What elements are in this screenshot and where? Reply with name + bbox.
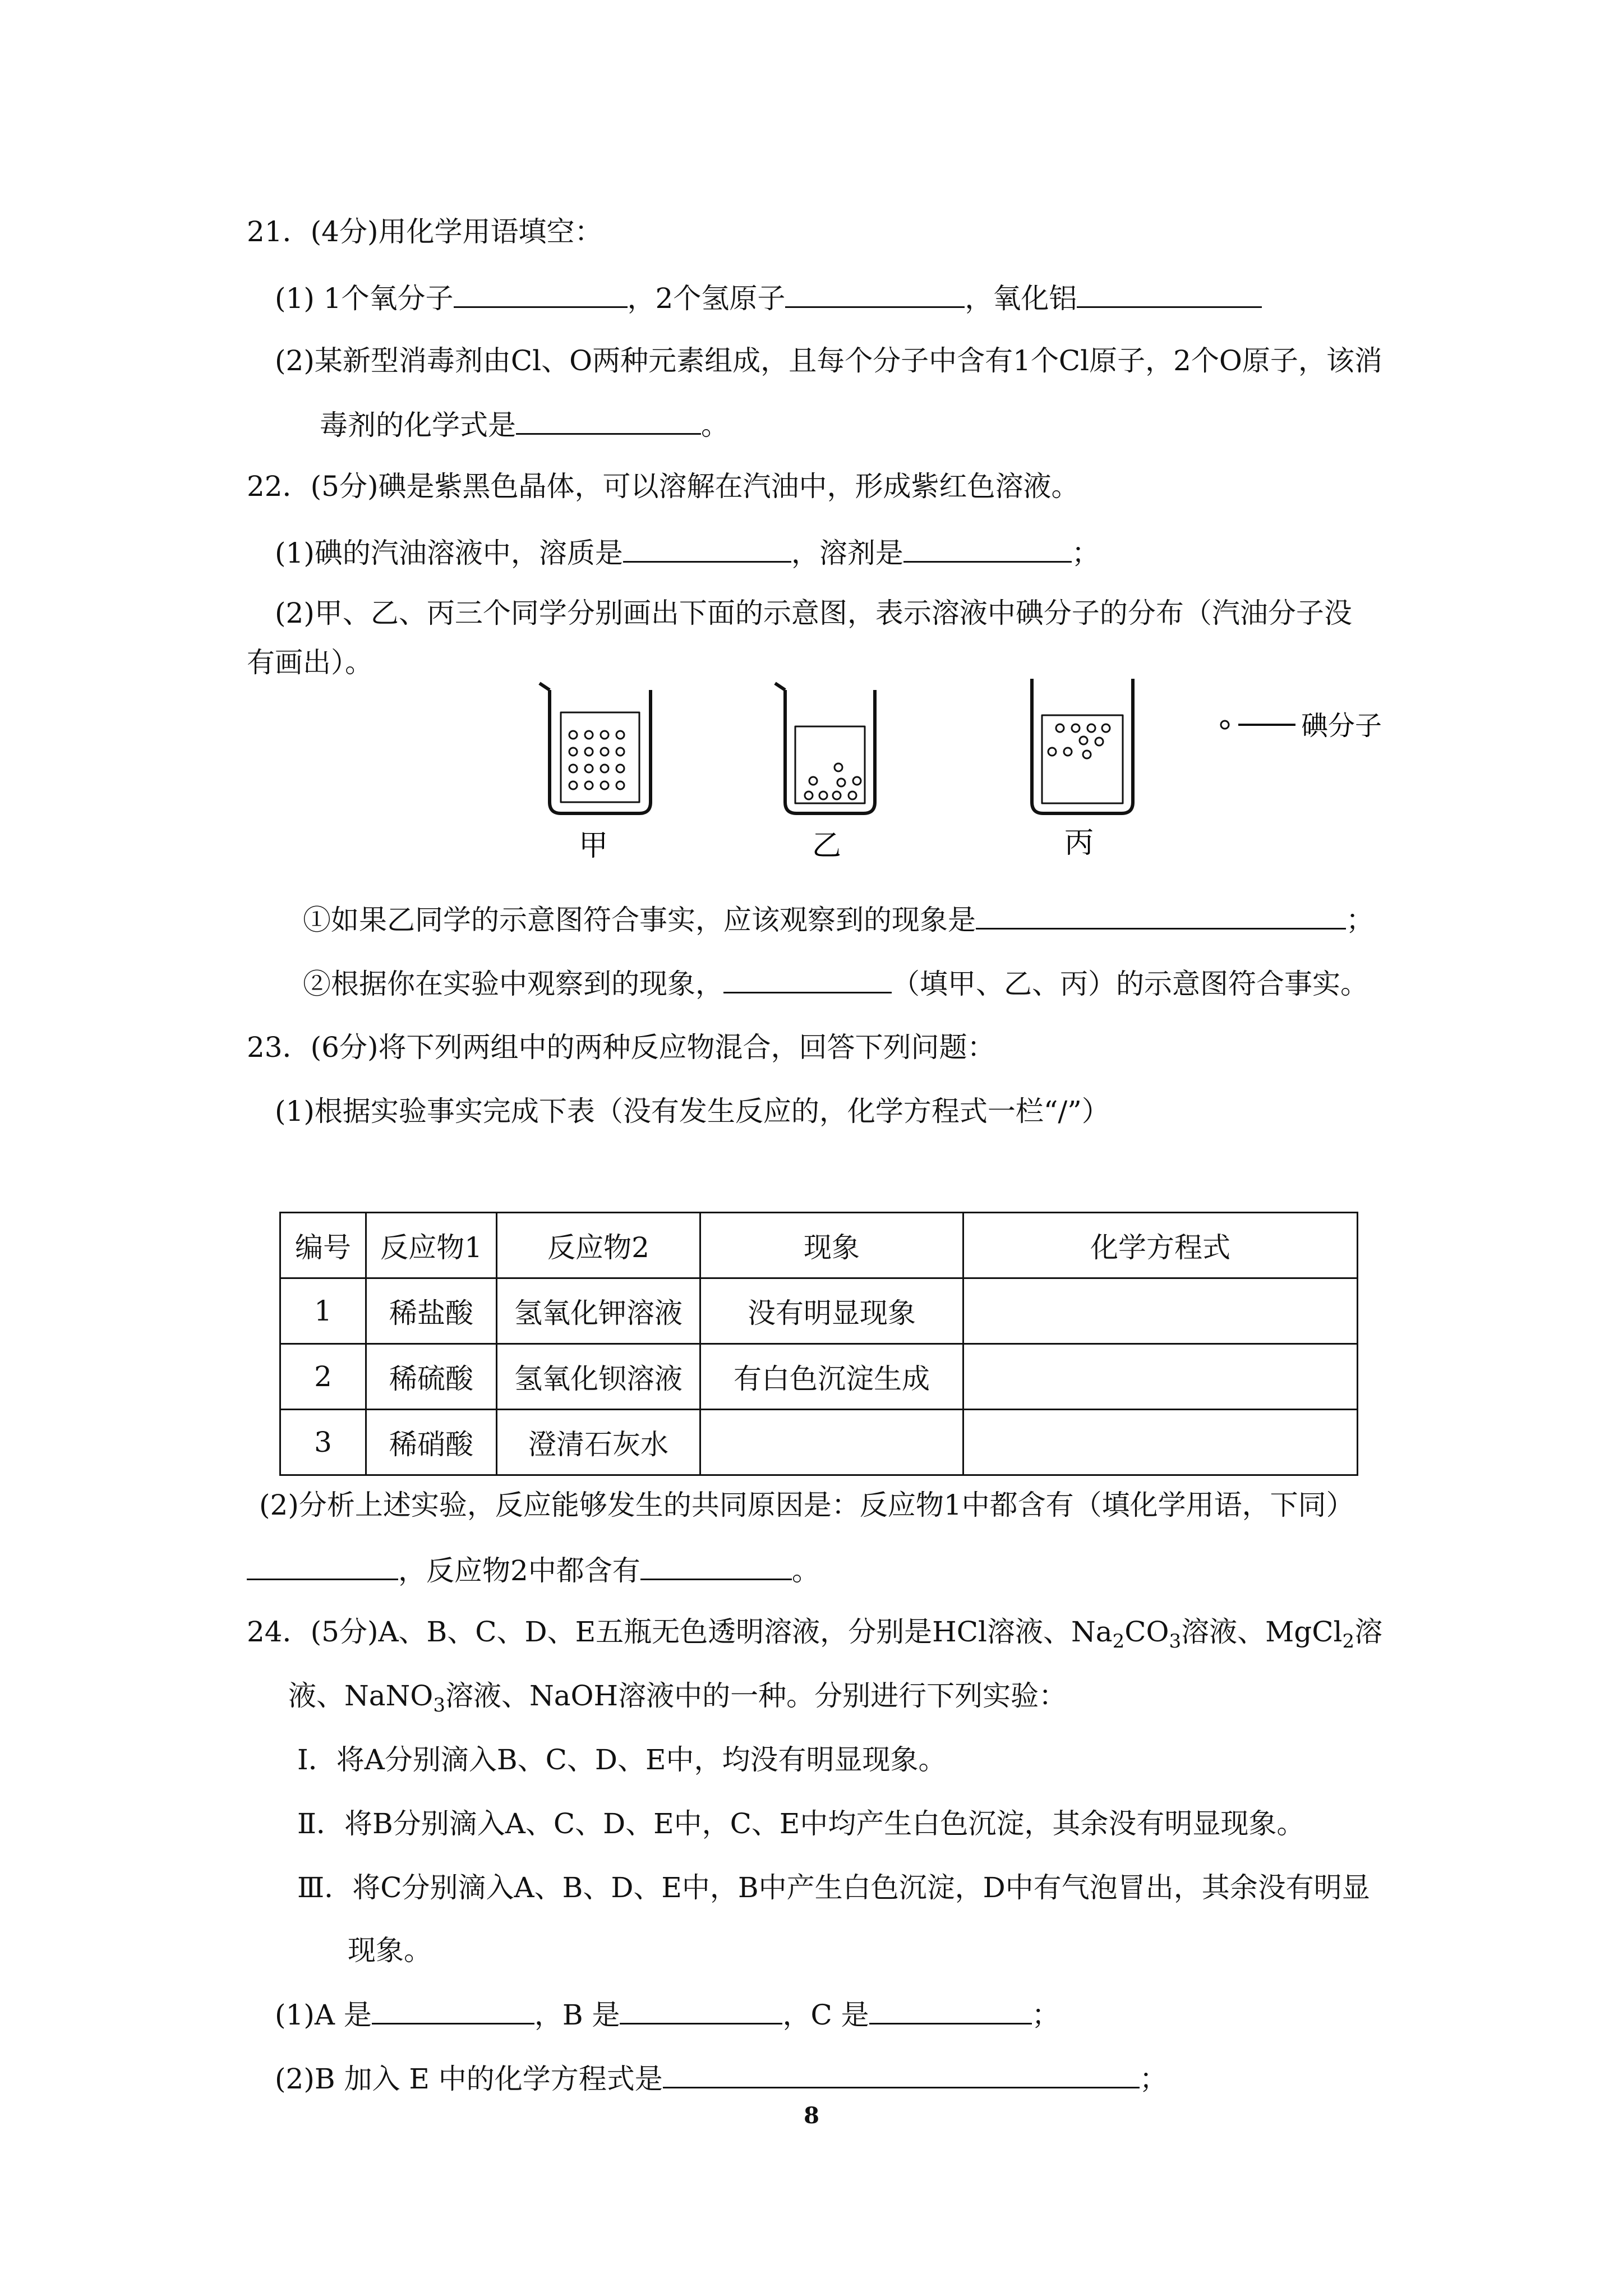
equation-answer-cell[interactable] [963,1344,1358,1410]
q24-heading-cont: 液、NaNO$_3$溶液、NaOH溶液中的一种。分别进行下列实验： [288,1680,1067,1717]
q22-part2-cont: 有画出）。 [247,646,373,679]
answer-blank[interactable] [372,1995,534,2024]
q21-part1: (1) 1个氧分子 ，2个氢原子 ，氧化铝 [275,278,1262,317]
phenomenon-answer-cell[interactable] [700,1410,963,1475]
table-cell: 1 [280,1278,366,1344]
q22-sub2: ②根据你在实验中观察到的现象， （填甲、乙、丙）的示意图符合事实。 [303,964,1368,1002]
equation-answer-cell[interactable] [963,1410,1358,1475]
q21-part2-cont: 毒剂的化学式是 。 [320,405,729,444]
answer-blank[interactable] [516,405,701,435]
molecules-jia [569,731,624,789]
answer-blank[interactable] [640,1550,792,1580]
q24-step-iii-cont: 现象。 [348,1934,432,1967]
table-header-cell: 化学方程式 [963,1213,1358,1278]
table-cell: 有白色沉淀生成 [700,1344,963,1410]
answer-blank[interactable] [623,533,791,563]
table-cell: 氢氧化钡溶液 [497,1344,700,1410]
legend-molecule-icon [1221,721,1229,729]
answer-blank[interactable] [723,964,892,993]
q24-heading: 24．(5分)A、B、C、D、E五瓶无色透明溶液，分别是HCl溶液、$Na_2CO_3$溶液、MgCl$_2$溶 [247,1616,1383,1653]
table-row [280,1344,1358,1410]
answer-blank[interactable] [785,278,965,308]
table-header-cell: 编号 [280,1213,366,1278]
table-header-cell: 反应物2 [497,1213,700,1278]
answer-blank[interactable] [247,1550,398,1580]
q21-part2: (2)某新型消毒剂由Cl、O两种元素组成，且每个分子中含有1个Cl原子，2个O原子，该消 [275,344,1382,377]
table-cell: 稀硫酸 [366,1344,497,1410]
table-cell: 稀硝酸 [366,1410,497,1475]
q24-step-ii: Ⅱ．将B分别滴入A、C、D、E中，C、E中均产生白色沉淀，其余没有明显现象。 [297,1807,1305,1840]
q22-heading: 22．(5分)碘是紫黑色晶体，可以溶解在汽油中，形成紫红色溶液。 [247,470,1080,503]
table-row [280,1278,1358,1344]
table-cell: 2 [280,1344,366,1410]
table-cell: 氢氧化钾溶液 [497,1278,700,1344]
q23-part2: (2)分析上述实验，反应能够发生的共同原因是：反应物1中都含有（填化学用语，下同） [259,1489,1354,1521]
reaction-table [279,1212,1358,1476]
answer-blank[interactable] [454,278,628,308]
table-row [280,1410,1358,1475]
table-header-row [280,1213,1358,1278]
q24-part1: (1)A 是 ，B 是 ，C 是 ； [275,1995,1060,2033]
beaker-yi [775,683,875,813]
answer-blank[interactable] [620,1995,782,2024]
label-jia: 甲 [579,829,608,863]
label-yi: 乙 [812,829,842,863]
q23-part1: (1)根据实验事实完成下表（没有发生反应的，化学方程式一栏“/”） [275,1095,1110,1128]
q21-heading: 21．(4分)用化学用语填空： [247,215,603,248]
answer-blank[interactable] [976,900,1346,930]
q24-step-iii: Ⅲ．将C分别滴入A、B、D、E中，B中产生白色沉淀，D中有气泡冒出，其余没有明显 [297,1871,1370,1904]
answer-blank[interactable] [663,2059,1140,2088]
q22-part2: (2)甲、乙、丙三个同学分别画出下面的示意图，表示溶液中碘分子的分布（汽油分子没 [275,597,1352,629]
beaker-diagram [538,679,1413,864]
q22-part1: (1)碘的汽油溶液中，溶质是 ，溶剂是 ； [275,533,1100,572]
table-header-cell: 反应物1 [366,1213,497,1278]
molecules-yi [805,763,861,799]
answer-blank[interactable] [869,1995,1032,2024]
answer-blank[interactable] [1077,278,1262,308]
q23-part2-cont: ，反应物2中都含有 。 [247,1550,820,1589]
label-bing: 丙 [1064,826,1094,860]
table-header-cell: 现象 [700,1213,963,1278]
table-cell: 澄清石灰水 [497,1410,700,1475]
page-number: 8 [804,2102,819,2129]
table-cell: 没有明显现象 [700,1278,963,1344]
q24-part2: (2)B 加入 E 中的化学方程式是 ； [275,2059,1168,2097]
legend-label: 碘分子 [1301,710,1382,742]
q23-heading: 23．(6分)将下列两组中的两种反应物混合，回答下列问题： [247,1031,995,1064]
molecules-bing [1048,724,1110,758]
q24-step-i: Ⅰ．将A分别滴入B、C、D、E中，均没有明显现象。 [297,1743,947,1776]
table-cell: 3 [280,1410,366,1475]
table-cell: 稀盐酸 [366,1278,497,1344]
equation-answer-cell[interactable] [963,1278,1358,1344]
q22-sub1: ①如果乙同学的示意图符合事实，应该观察到的现象是 ； [303,900,1374,938]
beaker-bing [1022,679,1133,813]
beaker-jia [540,683,651,813]
answer-blank[interactable] [903,533,1072,563]
